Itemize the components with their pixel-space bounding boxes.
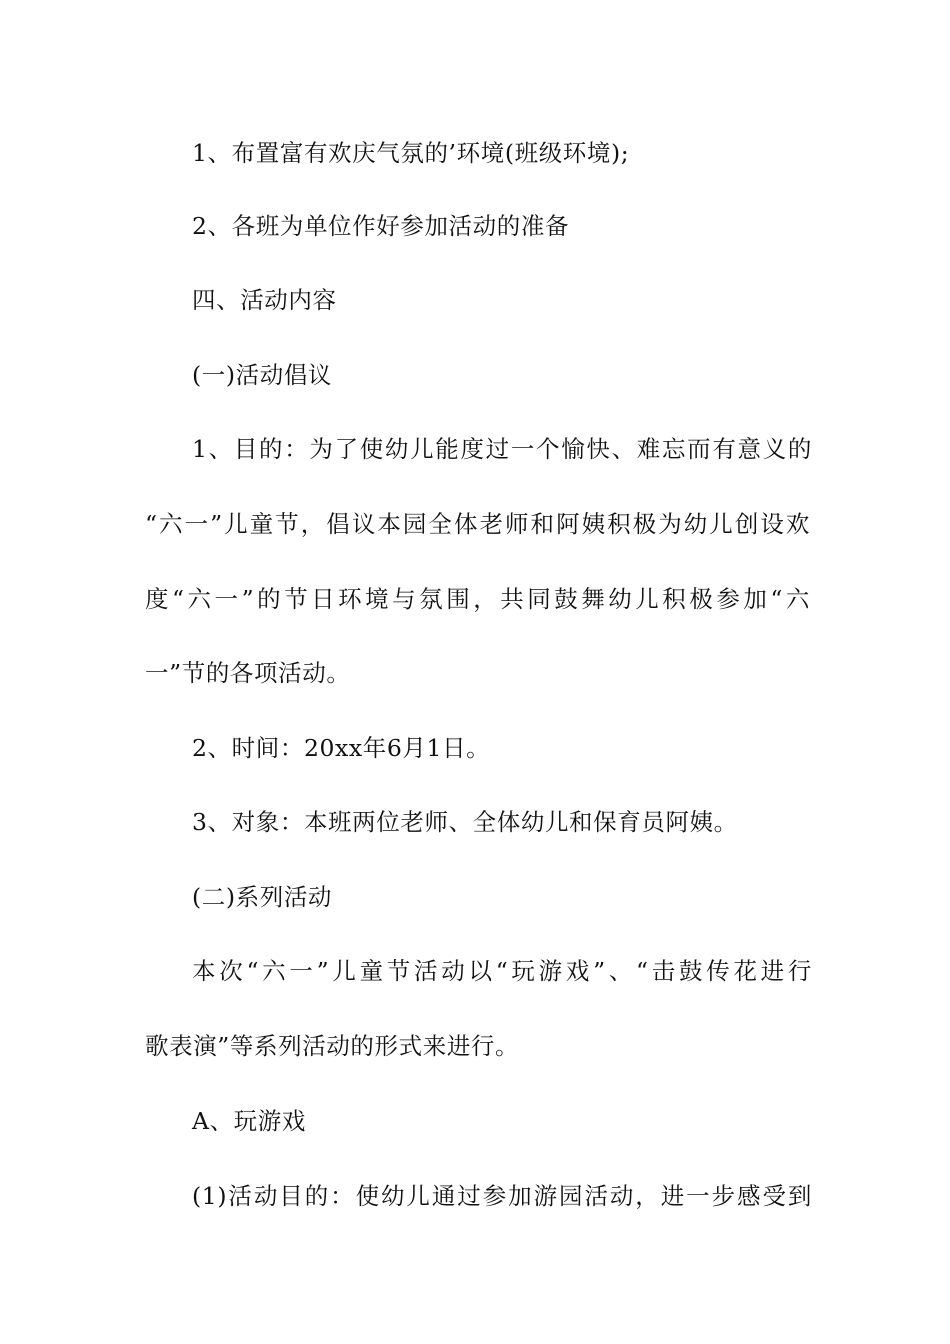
paragraph-purpose-line-3: 度“六一”的节日环境与氛围，共同鼓舞幼儿积极参加“六 — [145, 585, 810, 613]
subsection-heading-activity-proposal: (一)活动倡议 — [192, 361, 333, 389]
paragraph-purpose-line-1: 1、目的：为了使幼儿能度过一个愉快、难忘而有意义的 — [192, 435, 812, 463]
paragraph-goal-line-1: (1)活动目的：使幼儿通过参加游园活动，进一步感受到 — [192, 1182, 812, 1210]
paragraph-purpose-line-4: 一”节的各项活动。 — [145, 659, 351, 687]
paragraph-series-line-2: 歌表演”等系列活动的形式来进行。 — [145, 1032, 520, 1060]
paragraph-purpose-line-2: “六一”儿童节，倡议本园全体老师和阿姨积极为幼儿创设欢 — [145, 510, 810, 538]
subsection-heading-series-activities: (二)系列活动 — [192, 883, 333, 911]
section-heading-activity-content: 四、活动内容 — [192, 286, 337, 314]
list-item-class-preparation: 2、各班为单位作好参加活动的准备 — [192, 212, 570, 240]
list-item-participants: 3、对象：本班两位老师、全体幼儿和保育员阿姨。 — [192, 808, 738, 836]
list-item-decorate-environment: 1、布置富有欢庆气氛的’环境(班级环境); — [192, 139, 630, 167]
paragraph-series-line-1: 本次“六一”儿童节活动以“玩游戏”、“击鼓传花进行 — [192, 957, 812, 985]
subsection-heading-play-games: A、玩游戏 — [192, 1107, 306, 1135]
list-item-time: 2、时间：20xx年6月1日。 — [192, 734, 491, 762]
